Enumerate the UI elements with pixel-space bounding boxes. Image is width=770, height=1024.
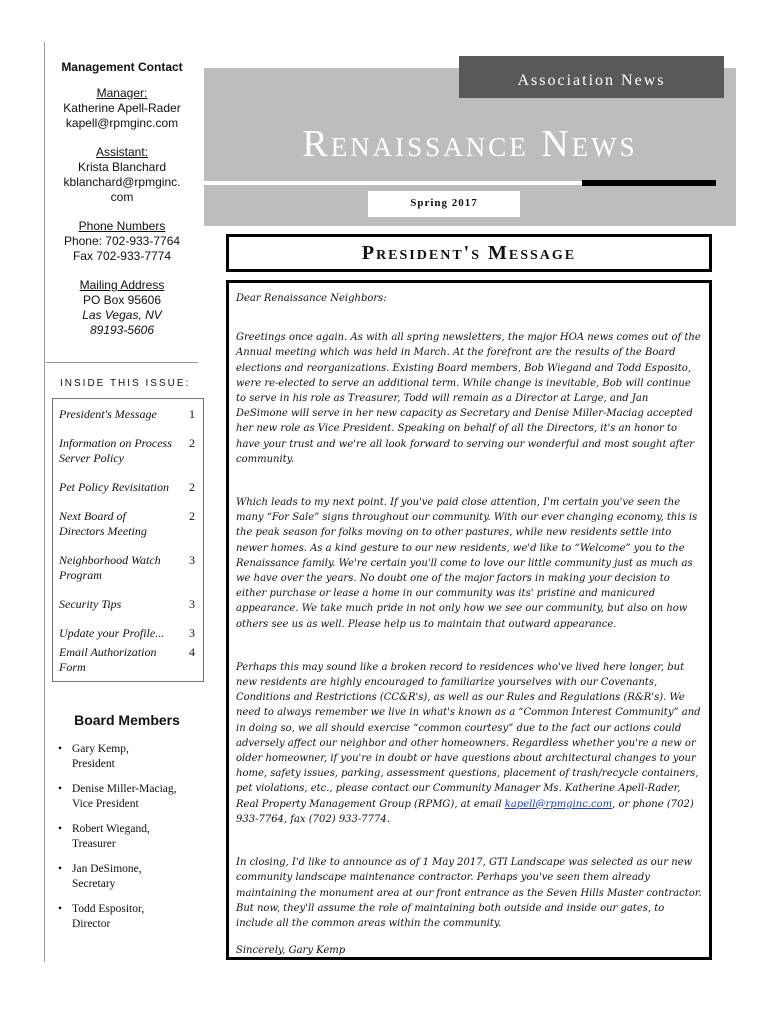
sidebar-rule [44, 42, 45, 962]
board-member-name: Jan DeSimone, [72, 863, 142, 875]
masthead-rule-black [582, 180, 716, 186]
toc-item [53, 399, 203, 430]
board-member [58, 782, 208, 812]
message-signoff: Sincerely, Gary Kemp [236, 945, 346, 957]
toc-item-label: Security Tips [59, 597, 122, 611]
assistant-header: Assistant: [95, 145, 149, 159]
manager-contact [46, 86, 198, 131]
mailing-address [46, 278, 198, 338]
message-paragraph: In closing, I'd like to announce as of 1 May 2017, GTI Landscape was selected as our new community landscape maintenance contractor. Perhaps you've seen them already maintaining the monument area at our front entrance as the Seven Hills Master contractor. But now, they'll assume the role of maintaining both outside and inside our gates, to include all the common areas within the community. [236, 857, 702, 929]
sidebar-divider [46, 362, 198, 363]
issue-season: Spring 2017 [368, 191, 520, 217]
inside-this-issue-title: INSIDE THIS ISSUE: [60, 378, 191, 389]
toc-item-page: 4 [189, 645, 195, 659]
toc-item-label-line2: Program [59, 568, 102, 582]
phone-number: Phone: 702-933-7764 [63, 234, 181, 248]
toc-item [53, 620, 203, 643]
city: Las Vegas, NV [82, 308, 162, 322]
board-member-role: Vice President [72, 798, 139, 810]
table-of-contents [52, 398, 204, 682]
presidents-message-body [226, 280, 712, 960]
toc-item-label: Update your Profile... [59, 626, 165, 640]
board-member-role: Secretary [72, 878, 116, 890]
toc-item [53, 643, 203, 681]
manager-name: Katherine Apell-Rader [63, 101, 181, 115]
presidents-message-title: President's Message [226, 234, 712, 272]
message-text: Perhaps this may sound like a broken record to residences who've lived here longer, but new residents are highly encouraged to familiarize yourselves with our Covenants, Conditions and Restrictions (CC&R's), as well as our Rules and Regulations (R&R's). We need to always remember we live in what's known as a “Common Interest Community” and in doing so, we all should exercise “common courtesy” due to the fact our actions could adversely affect our neighbor and other homeowners. Regardless whether you're a new or older homeowner, if you're in doubt or have questions about architectural changes to your home, safety issues, parking, assessment questions, placement of trash/recycle containers, pet violations, etc., please contact our Community Manager Ms. Katherine Apell-Rader, Real Property Management Group (RPMG), at email [236, 661, 701, 810]
toc-item-label: Neighborhood Watch [59, 553, 161, 567]
toc-item-label-line2: Directors Meeting [59, 524, 147, 538]
masthead-rule-white [204, 181, 582, 185]
toc-item-page: 2 [189, 436, 195, 450]
newsletter-title: Renaissance News [302, 123, 638, 165]
board-member-role: Director [72, 918, 111, 930]
toc-item-page: 3 [189, 597, 195, 611]
sidebar [46, 60, 198, 352]
manager-email: kapell@rpmginc.com [65, 116, 179, 130]
toc-item-page: 3 [189, 553, 195, 567]
board-member-name: Todd Espositor, [72, 903, 145, 915]
toc-item-page: 3 [189, 626, 195, 640]
board-member-name: Robert Wiegand, [72, 823, 150, 835]
phone-header: Phone Numbers [78, 219, 166, 233]
message-paragraph: Which leads to my next point. If you've paid close attention, I'm certain you've seen the many “For Sale” signs throughout our community. With our ever changing economy, this is the peak season for folks moving on to other pastures, while new residents settle into newer homes. As a kind gesture to our new residents, we'd like to “Welcome” you to the Renaissance family. We're certain you'll come to love our little community just as much as we have over the years. No doubt one of the major factors in making your decision to either purchase or lease a home in our community was its' pristine and manicured appearance. We take much pride in not only how we see our community, but also on how others see us as well. Please help us to maintain that outward appearance. [236, 497, 698, 630]
toc-item [53, 474, 203, 503]
board-member [58, 902, 208, 932]
toc-item [53, 503, 203, 547]
board-member [58, 822, 208, 852]
manager-header: Manager: [96, 86, 148, 100]
board-members-title: Board Members [74, 712, 180, 728]
toc-item-page: 2 [189, 509, 195, 523]
toc-item-page: 2 [189, 480, 195, 494]
toc-item-label: Pet Policy Revisitation [59, 480, 169, 494]
message-paragraph [236, 660, 703, 827]
message-greeting: Dear Renaissance Neighbors: [236, 293, 387, 304]
po-box: PO Box 95606 [82, 293, 162, 307]
phone-numbers [46, 219, 198, 264]
toc-item-label-line2: Form [59, 660, 86, 674]
toc-item-label: President's Message [59, 407, 157, 421]
toc-item [53, 591, 203, 620]
manager-email-link[interactable]: kapell@rpmginc.com [504, 798, 613, 810]
board-member [58, 742, 208, 772]
management-contact-title: Management Contact [61, 60, 183, 74]
board-members-list [58, 742, 208, 942]
toc-item-label: Email Authorization [59, 645, 157, 659]
assistant-contact [46, 145, 198, 205]
toc-item-label-line2: Server Policy [59, 451, 124, 465]
association-news-tab: Association News [459, 56, 724, 98]
toc-item-label: Next Board of [59, 509, 126, 523]
board-member-role: Treasurer [72, 838, 116, 850]
message-paragraph: Greetings once again. As with all spring newsletters, the major HOA news comes out of the Annual meeting which was held in March. At the forefront are the results of the Board elections and reorganizations. Existing Board members, Bob Wiegand and Todd Esposito, were re-elected to serve an additional term. While change is inevitable, Bob will continue to serve in his role as Treasurer, Todd will remain as a Director at Large, and Jan DeSimone will serve in her new capacity as Secretary and Denise Miller-Maciag accepted her new role as Vice President. Speaking on behalf of all the Directors, it's an honor to have your trust and we're all look forward to serving our wonderful and most sought after community. [236, 332, 701, 465]
board-member-name: Denise Miller-Maciag, [72, 783, 177, 795]
message-text: , or phone (702) 933-7764, fax (702) 933-7774. [236, 798, 694, 825]
assistant-email-line2: com [110, 190, 134, 204]
toc-item-label: Information on Process [59, 436, 172, 450]
zip: 89193-5606 [89, 323, 155, 337]
board-member [58, 862, 208, 892]
toc-item-page: 1 [189, 407, 195, 421]
mailing-header: Mailing Address [79, 278, 165, 292]
assistant-email-line1: kblanchard@rpmginc. [63, 175, 181, 189]
board-member-name: Gary Kemp, [72, 743, 129, 755]
toc-item [53, 547, 203, 591]
assistant-name: Krista Blanchard [77, 160, 167, 174]
board-member-role: President [72, 758, 115, 770]
toc-item [53, 430, 203, 474]
fax-number: Fax 702-933-7774 [72, 249, 172, 263]
